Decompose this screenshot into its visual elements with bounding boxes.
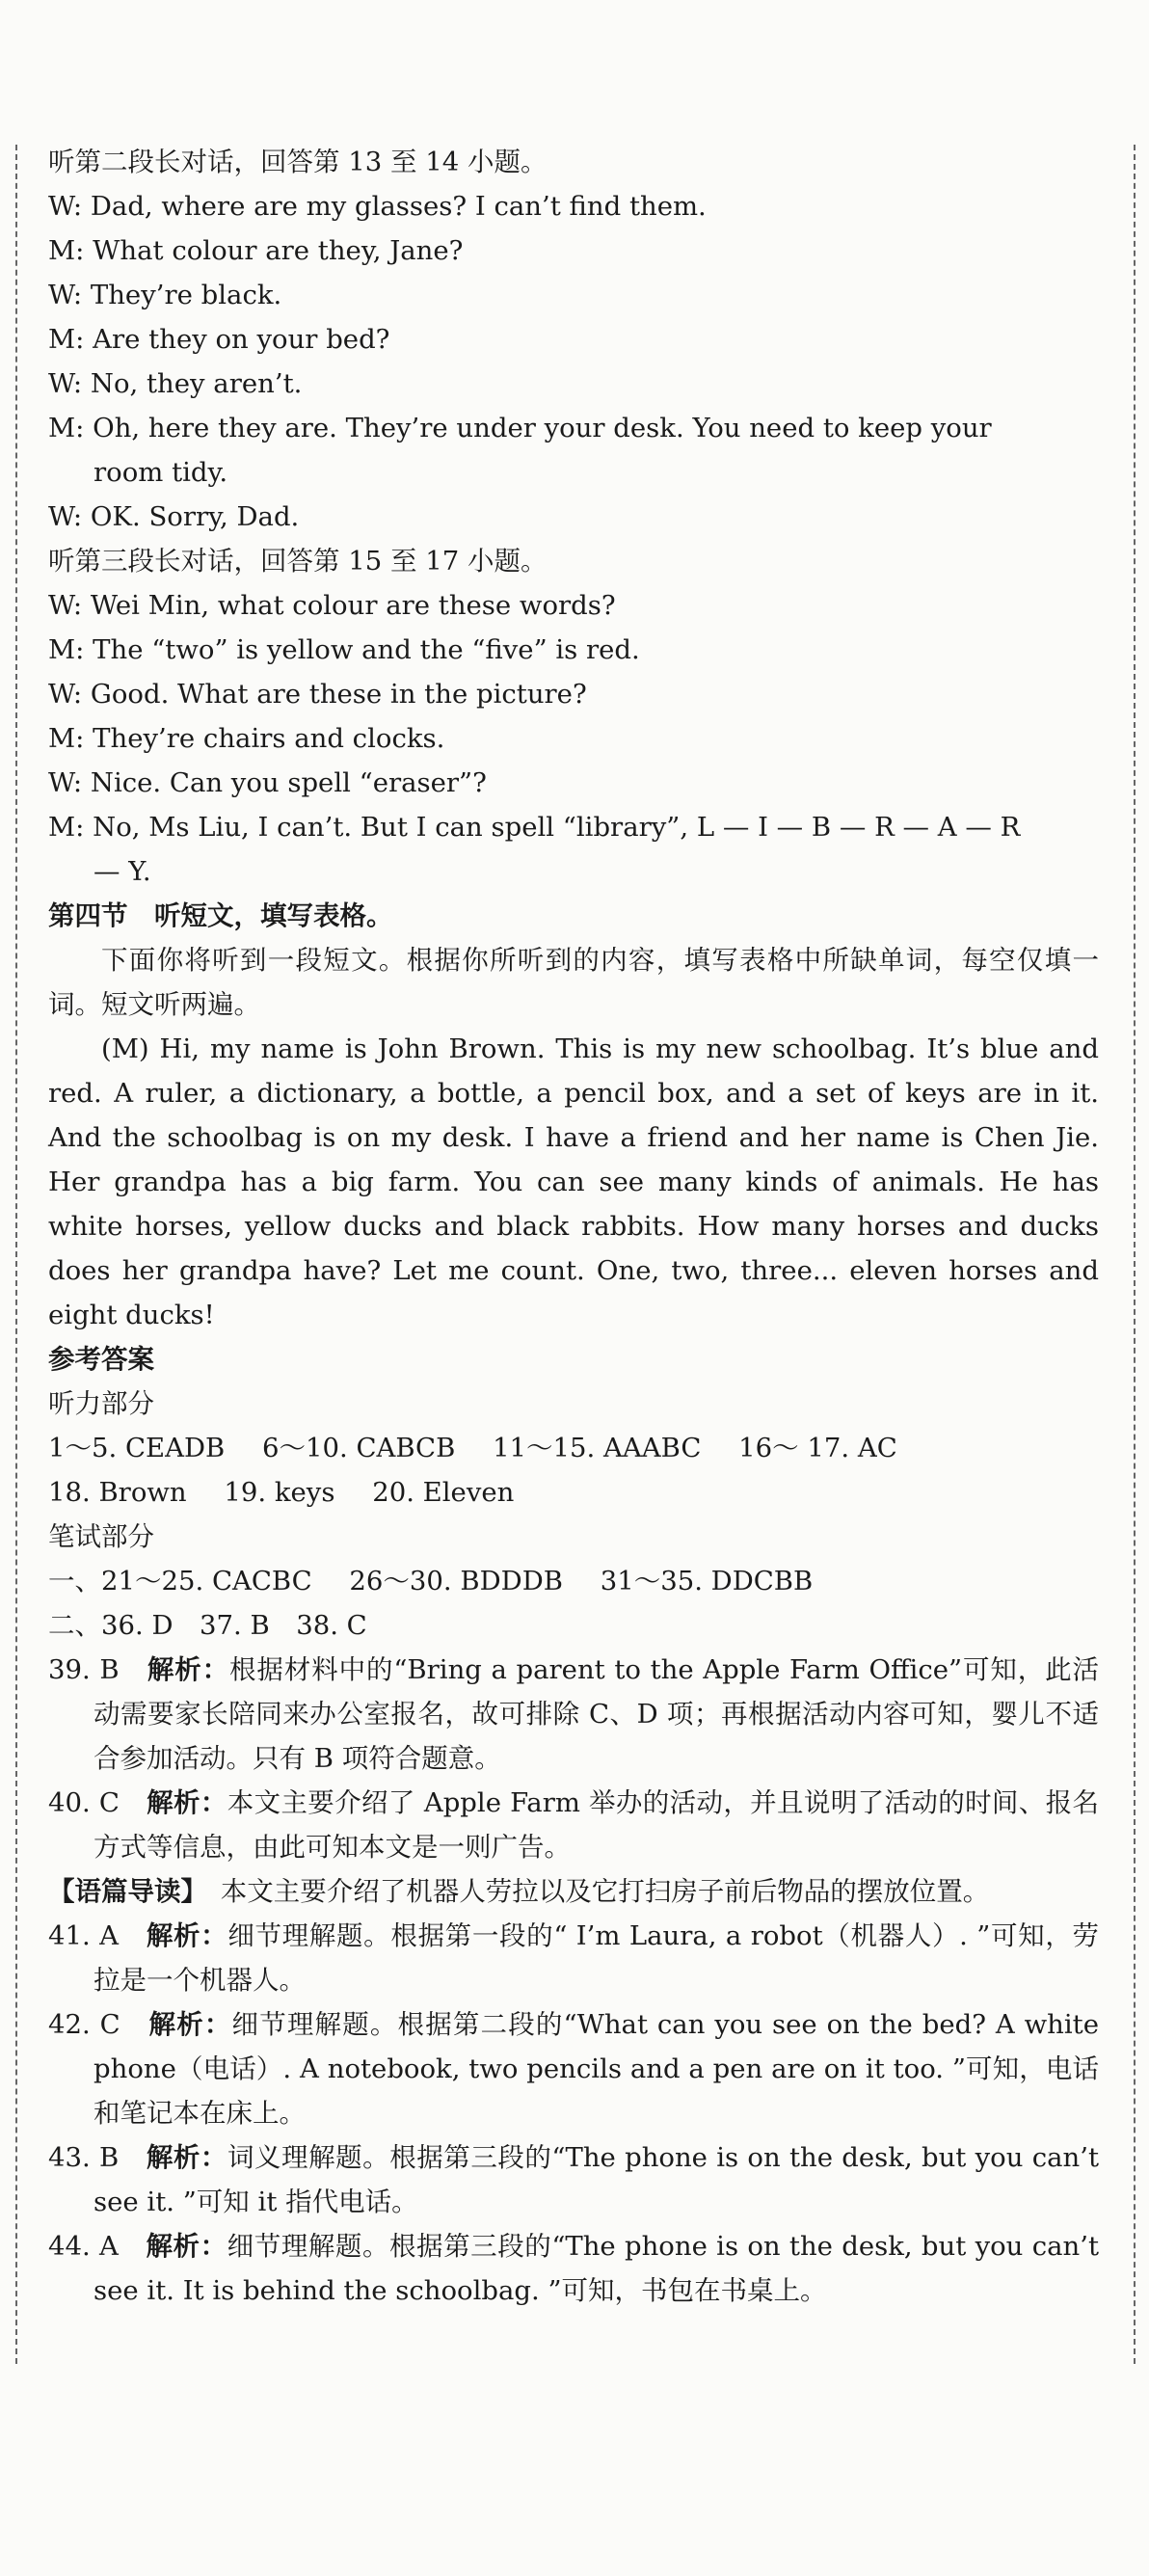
explanation-label: 解析： [147,1787,227,1818]
explanation-40 [48,1781,1099,1869]
dialog-line: M: Are they on your bed? [48,324,390,355]
explanation-text: 细节理解题。根据第三段的“The phone is on the desk, but you can’t see it. It is behind the schoolbag. ”可知，书包在书桌上。 [94,2231,1099,2306]
answer-group: 6～10. CABCB [261,1433,456,1463]
dialog-line: W: OK. Sorry, Dad. [48,501,300,532]
dialog-line: M: No, Ms Liu, I can’t. But I can spell “library”, L — I — B — R — A — R [48,812,1021,843]
section4-heading: 第四节 听短文，填写表格。 [48,900,393,931]
part1-answers-row [48,1559,1099,1603]
dialog-line: M: Oh, here they are. They’re under your desk. You need to keep your [48,413,992,443]
answer-group: 1～5. CEADB [48,1433,226,1463]
explanation-42 [48,2002,1099,2135]
answer-group: 19. keys [224,1477,335,1508]
dialog-line: M: The “two” is yellow and the “five” is red. [48,634,640,665]
explanation-text: 本文主要介绍了 Apple Farm 举办的活动，并且说明了活动的时间、报名方式等信息，由此可知本文是一则广告。 [94,1787,1100,1863]
dialog-line-continued: — Y. [94,856,151,887]
listening-title: 听力部分 [48,1388,154,1419]
guide-label: 【语篇导读】 [48,1876,195,1907]
question-number: 40. C [48,1787,120,1818]
answer-group: 26～30. BDDDB [349,1566,563,1597]
explanation-label: 解析： [147,1654,230,1685]
question-number: 41. A [48,1920,119,1951]
dialog-line: W: Nice. Can you spell “eraser”? [48,767,487,798]
explanation-text: 根据材料中的“Bring a parent to the Apple Farm Office”可知，此活动需要家长陪同来办公室报名，故可排除 C、D 项；再根据活动内容可知，婴儿不适合参加活动。只有 B 项符合题意。 [94,1654,1100,1774]
dialog-line: M: What colour are they, Jane? [48,235,464,266]
question-number: 42. C [48,2009,120,2040]
dialog3-heading: 听第三段长对话，回答第 15 至 17 小题。 [48,546,548,577]
explanation-44 [48,2224,1099,2313]
part2-answers: 二、36. D 37. B 38. C [48,1610,367,1641]
dialog-line: W: Wei Min, what colour are these words? [48,590,616,621]
answer-group: 16～ 17. AC [738,1433,897,1463]
right-binding-line [1134,145,1136,2364]
left-binding-line [15,145,17,2364]
explanation-41 [48,1914,1099,2002]
question-number: 44. A [48,2231,119,2262]
passage-guide [48,1869,1099,1914]
guide-text: 本文主要介绍了机器人劳拉以及它打扫房子前后物品的摆放位置。 [220,1876,990,1907]
explanation-label: 解析： [146,2142,227,2173]
question-number: 43. B [48,2142,120,2173]
answer-group: 11～15. AAABC [493,1433,702,1463]
dialog-line: W: Dad, where are my glasses? I can’t find them. [48,191,707,222]
explanation-39 [48,1648,1099,1781]
listening-answers-row-2 [48,1470,1099,1515]
explanation-text: 词义理解题。根据第三段的“The phone is on the desk, but you can’t see it. ”可知 it 指代电话。 [94,2142,1100,2217]
dialog2-heading: 听第二段长对话，回答第 13 至 14 小题。 [48,147,548,177]
answers-title: 参考答案 [48,1344,154,1375]
dialog-line-continued: room tidy. [94,457,228,488]
answer-page [48,140,1099,2313]
answer-group: 20. Eleven [372,1477,515,1508]
answer-group: 31～35. DDCBB [600,1566,814,1597]
explanation-label: 解析： [146,1920,228,1951]
dialog-line: W: No, they aren’t. [48,368,303,399]
listening-answers-row [48,1426,1099,1470]
dialog-line: W: They’re black. [48,280,282,310]
answer-group: 一、21～25. CACBC [48,1566,312,1597]
explanation-text: 细节理解题。根据第二段的“What can you see on the bed? A white phone（电话）. A notebook, two pencils and a pen are on it too. ”可知，电话和笔记本在床上。 [94,2009,1099,2129]
explanation-label: 解析： [146,2231,227,2262]
section4-passage: (M) Hi, my name is John Brown. This is my new schoolbag. It’s blue and red. A ruler, a dictionary, a bottle, a pencil box, and a set of keys are in it. And the schoolbag is on my desk. I have a friend and her name is Chen Jie. Her grandpa has a big farm. You can see many kinds of animals. He has white horses, yellow ducks and black rabbits. How many horses and ducks does her grandpa have? Let me count. One, two, three... eleven horses and eight ducks! [48,1033,1099,1330]
dialog-line: M: They’re chairs and clocks. [48,723,445,754]
writing-title: 笔试部分 [48,1521,154,1552]
explanation-label: 解析： [148,2009,232,2040]
dialog-line: W: Good. What are these in the picture? [48,679,587,710]
section4-instruction: 下面你将听到一段短文。根据你所听到的内容，填写表格中所缺单词，每空仅填一词。短文听两遍。 [48,945,1099,1020]
answer-group: 18. Brown [48,1477,187,1508]
explanation-text: 细节理解题。根据第一段的“ I’m Laura, a robot（机器人）. ”可知，劳拉是一个机器人。 [94,1920,1099,1996]
question-number: 39. B [48,1654,120,1685]
explanation-43 [48,2135,1099,2224]
